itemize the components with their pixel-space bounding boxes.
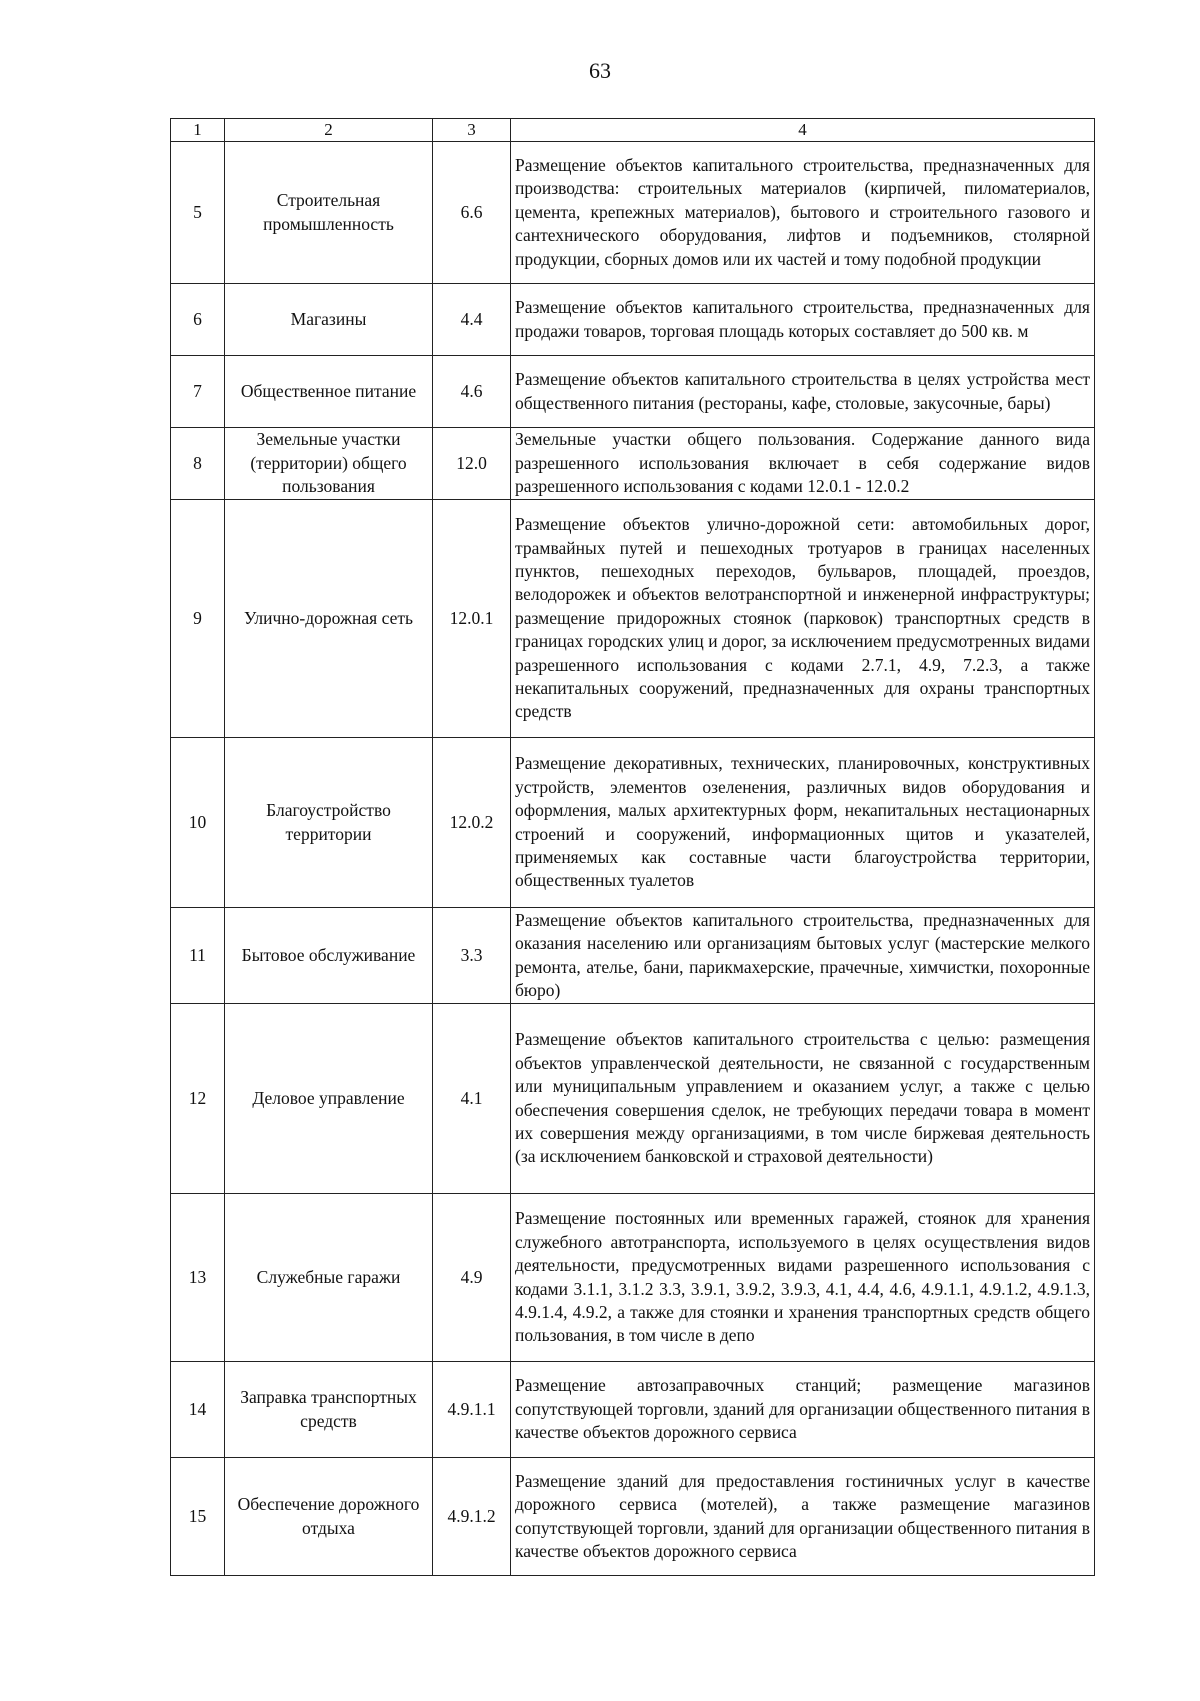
table-row: [171, 356, 1095, 428]
row-number: 14: [171, 1362, 225, 1458]
use-type-description: Размещение объектов капитального строительства, предназначенных для оказания населению или организациям бытовых услуг (мастерские мелкого ремонта, ателье, бани, парикмахерские, прачечные, химчистки, похоронные бюро): [511, 908, 1095, 1004]
use-type-name: Улично-дорожная сеть: [225, 500, 433, 738]
column-header: 2: [225, 119, 433, 142]
use-type-name: Благоустройство территории: [225, 738, 433, 908]
use-type-code: 4.9.1.1: [433, 1362, 511, 1458]
table-row: [171, 1362, 1095, 1458]
row-number: 6: [171, 284, 225, 356]
land-use-table: [170, 118, 1095, 1576]
table-row: [171, 428, 1095, 500]
table-row: [171, 500, 1095, 738]
use-type-name: Деловое управление: [225, 1004, 433, 1194]
page-number: 63: [589, 58, 611, 83]
row-number: 15: [171, 1458, 225, 1576]
table-row: [171, 284, 1095, 356]
use-type-code: 4.9: [433, 1194, 511, 1362]
use-type-name: Обеспечение дорожного отдыха: [225, 1458, 433, 1576]
table-row: [171, 1194, 1095, 1362]
use-type-description: Размещение объектов капитального строительства с целью: размещения объектов управленческой деятельности, не связанной с государственным или муниципальным управлением и оказанием услуг, а также с целью обеспечения совершения сделок, не требующих передачи товара в момент их совершения между организациями, в том числе биржевая деятельность (за исключением банковской и страховой деятельности): [511, 1004, 1095, 1194]
use-type-code: 6.6: [433, 142, 511, 284]
use-type-description: Размещение объектов капитального строительства, предназначенных для производства: строительных материалов (кирпичей, пиломатериалов, цемента, крепежных материалов), бытового и строительного газового и сантехнического оборудования, лифтов и подъемников, столярной продукции, сборных домов или их частей и тому подобной продукции: [511, 142, 1095, 284]
row-number: 11: [171, 908, 225, 1004]
row-number: 5: [171, 142, 225, 284]
use-type-name: Служебные гаражи: [225, 1194, 433, 1362]
column-header: 3: [433, 119, 511, 142]
use-type-name: Бытовое обслуживание: [225, 908, 433, 1004]
table-row: [171, 908, 1095, 1004]
use-type-name: Строительная промышленность: [225, 142, 433, 284]
use-type-code: 4.1: [433, 1004, 511, 1194]
use-type-description: Земельные участки общего пользования. Содержание данного вида разрешенного использования включает в себя содержание видов разрешенного использования с кодами 12.0.1 - 12.0.2: [511, 428, 1095, 500]
use-type-description: Размещение декоративных, технических, планировочных, конструктивных устройств, элементов озеленения, различных видов оборудования и оформления, малых архитектурных форм, некапитальных нестационарных строений и сооружений, информационных щитов и указателей, применяемых как составные части благоустройства территории, общественных туалетов: [511, 738, 1095, 908]
use-type-code: 12.0.1: [433, 500, 511, 738]
use-type-name: Земельные участки (территории) общего пользования: [225, 428, 433, 500]
use-type-description: Размещение постоянных или временных гаражей, стоянок для хранения служебного автотранспорта, используемого в целях осуществления видов деятельности, предусмотренных видами разрешенного использования с кодами 3.1.1, 3.1.2 3.3, 3.9.1, 3.9.2, 3.9.3, 4.1, 4.4, 4.6, 4.9.1.1, 4.9.1.2, 4.9.1.3, 4.9.1.4, 4.9.2, а также для стоянки и хранения транспортных средств общего пользования, в том числе в депо: [511, 1194, 1095, 1362]
use-type-code: 12.0.2: [433, 738, 511, 908]
use-type-name: Заправка транспортных средств: [225, 1362, 433, 1458]
column-header: 4: [511, 119, 1095, 142]
row-number: 13: [171, 1194, 225, 1362]
use-type-description: Размещение зданий для предоставления гостиничных услуг в качестве дорожного сервиса (мотелей), а также размещение магазинов сопутствующей торговли, зданий для организации общественного питания в качестве объектов дорожного сервиса: [511, 1458, 1095, 1576]
row-number: 7: [171, 356, 225, 428]
table-header-row: [171, 119, 1095, 142]
table-row: [171, 1458, 1095, 1576]
table-row: [171, 1004, 1095, 1194]
column-header: 1: [171, 119, 225, 142]
table-row: [171, 738, 1095, 908]
use-type-description: Размещение объектов капитального строительства, предназначенных для продажи товаров, торговая площадь которых составляет до 500 кв. м: [511, 284, 1095, 356]
table-row: [171, 142, 1095, 284]
use-type-code: 3.3: [433, 908, 511, 1004]
use-type-name: Магазины: [225, 284, 433, 356]
row-number: 9: [171, 500, 225, 738]
use-type-description: Размещение объектов капитального строительства в целях устройства мест общественного питания (рестораны, кафе, столовые, закусочные, бары): [511, 356, 1095, 428]
row-number: 8: [171, 428, 225, 500]
use-type-description: Размещение автозаправочных станций; размещение магазинов сопутствующей торговли, зданий для организации общественного питания в качестве объектов дорожного сервиса: [511, 1362, 1095, 1458]
use-type-code: 4.9.1.2: [433, 1458, 511, 1576]
use-type-code: 12.0: [433, 428, 511, 500]
use-type-code: 4.6: [433, 356, 511, 428]
use-type-description: Размещение объектов улично-дорожной сети: автомобильных дорог, трамвайных путей и пешеходных тротуаров в границах населенных пунктов, пешеходных переходов, бульваров, площадей, проездов, велодорожек и объектов велотранспортной и инженерной инфраструктуры; размещение придорожных стоянок (парковок) транспортных средств в границах городских улиц и дорог, за исключением предусмотренных видами разрешенного использования с кодами 2.7.1, 4.9, 7.2.3, а также некапитальных сооружений, предназначенных для охраны транспортных средств: [511, 500, 1095, 738]
row-number: 12: [171, 1004, 225, 1194]
use-type-name: Общественное питание: [225, 356, 433, 428]
use-type-code: 4.4: [433, 284, 511, 356]
row-number: 10: [171, 738, 225, 908]
